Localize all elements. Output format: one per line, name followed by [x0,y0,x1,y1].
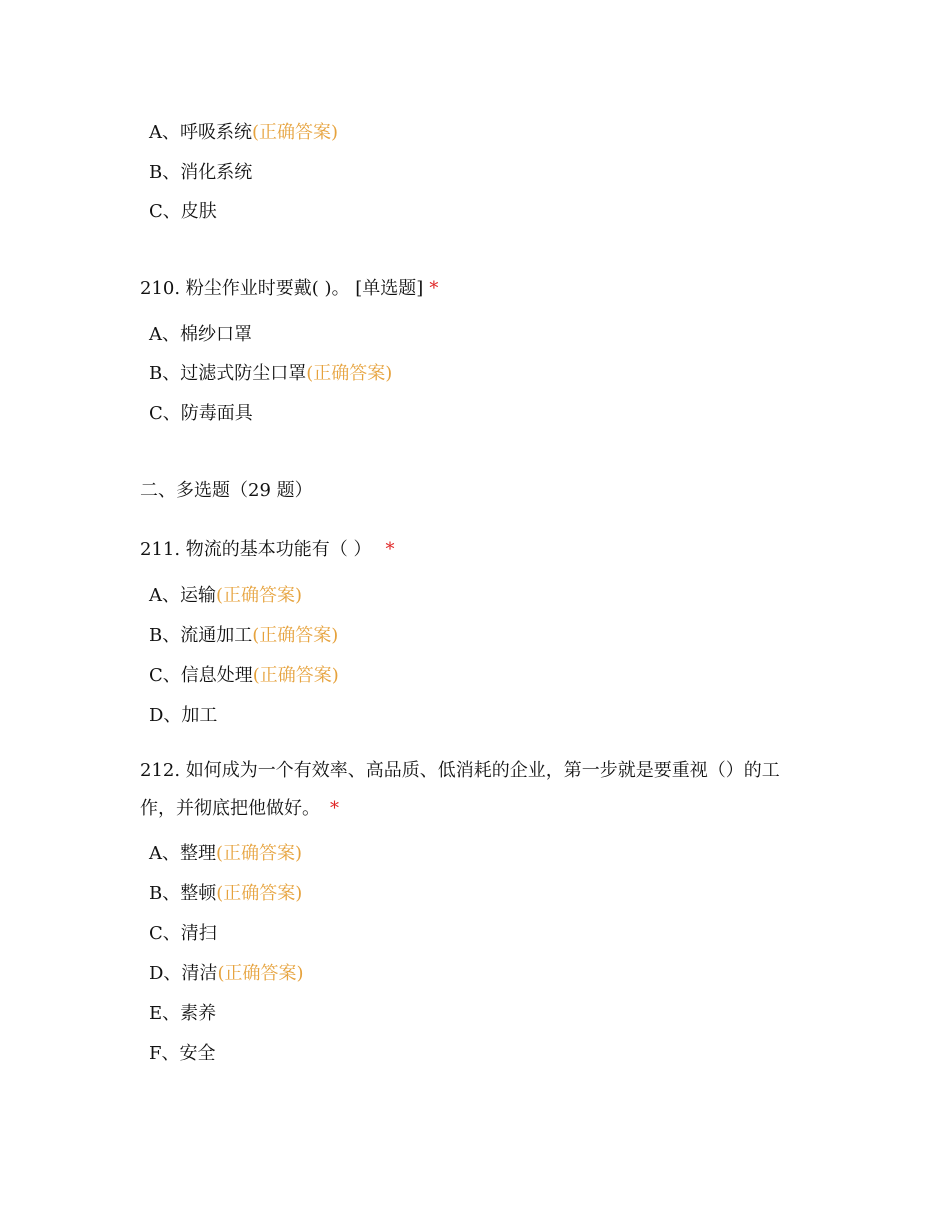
option-b [149,161,252,185]
option-text: D、加工 [149,705,218,726]
option-e [149,1002,216,1026]
option-a [149,842,302,866]
question-211-title [140,538,395,562]
option-text: A、运输 [149,585,216,606]
option-f [149,1042,216,1066]
option-text: A、呼吸系统 [149,122,252,143]
correct-answer-mark: (正确答案) [216,843,303,864]
option-text: E、素养 [149,1003,217,1024]
correct-answer-mark: (正确答案) [216,585,303,606]
correct-answer-mark: (正确答案) [216,883,303,904]
option-c [149,200,217,224]
question-212-title-line1 [140,759,780,783]
option-text: B、流通加工 [149,625,253,646]
option-a [149,323,252,347]
option-d [149,962,303,986]
question-212-title-line2 [140,797,339,821]
question-210-title [140,277,438,301]
section-title: 二、多选题（29 题） [140,480,313,501]
option-text: C、信息处理 [149,665,253,686]
correct-answer-mark: (正确答案) [252,665,339,686]
question-text: 作，并彻底把他做好。 [140,798,320,819]
option-d [149,704,217,728]
option-text: C、皮肤 [149,201,217,222]
correct-answer-mark: (正确答案) [252,625,339,646]
option-text: B、整顿 [149,883,217,904]
option-text: B、过滤式防尘口罩 [149,363,307,384]
option-a [149,121,338,145]
option-text: A、棉纱口罩 [149,324,252,345]
option-b [149,624,338,648]
option-b [149,882,302,906]
correct-answer-mark: (正确答案) [252,122,339,143]
option-c [149,664,339,688]
option-text: B、消化系统 [149,162,253,183]
required-mark: * [330,798,339,819]
question-text: 212. 如何成为一个有效率、高品质、低消耗的企业，第一步就是要重视（）的工 [140,760,780,781]
correct-answer-mark: (正确答案) [306,363,393,384]
option-text: C、清扫 [149,923,217,944]
option-text: C、防毒面具 [149,403,253,424]
correct-answer-mark: (正确答案) [217,963,304,984]
option-b [149,362,392,386]
question-text: 210. 粉尘作业时要戴( )。 [单选题] [140,278,424,299]
option-text: D、清洁 [149,963,218,984]
required-mark: * [429,278,439,299]
question-text: 211. 物流的基本功能有（ ） [140,539,372,560]
option-c [149,402,253,426]
option-a [149,584,302,608]
option-c [149,922,217,946]
option-text: F、安全 [149,1043,216,1064]
option-text: A、整理 [149,843,216,864]
required-mark: * [385,539,395,560]
